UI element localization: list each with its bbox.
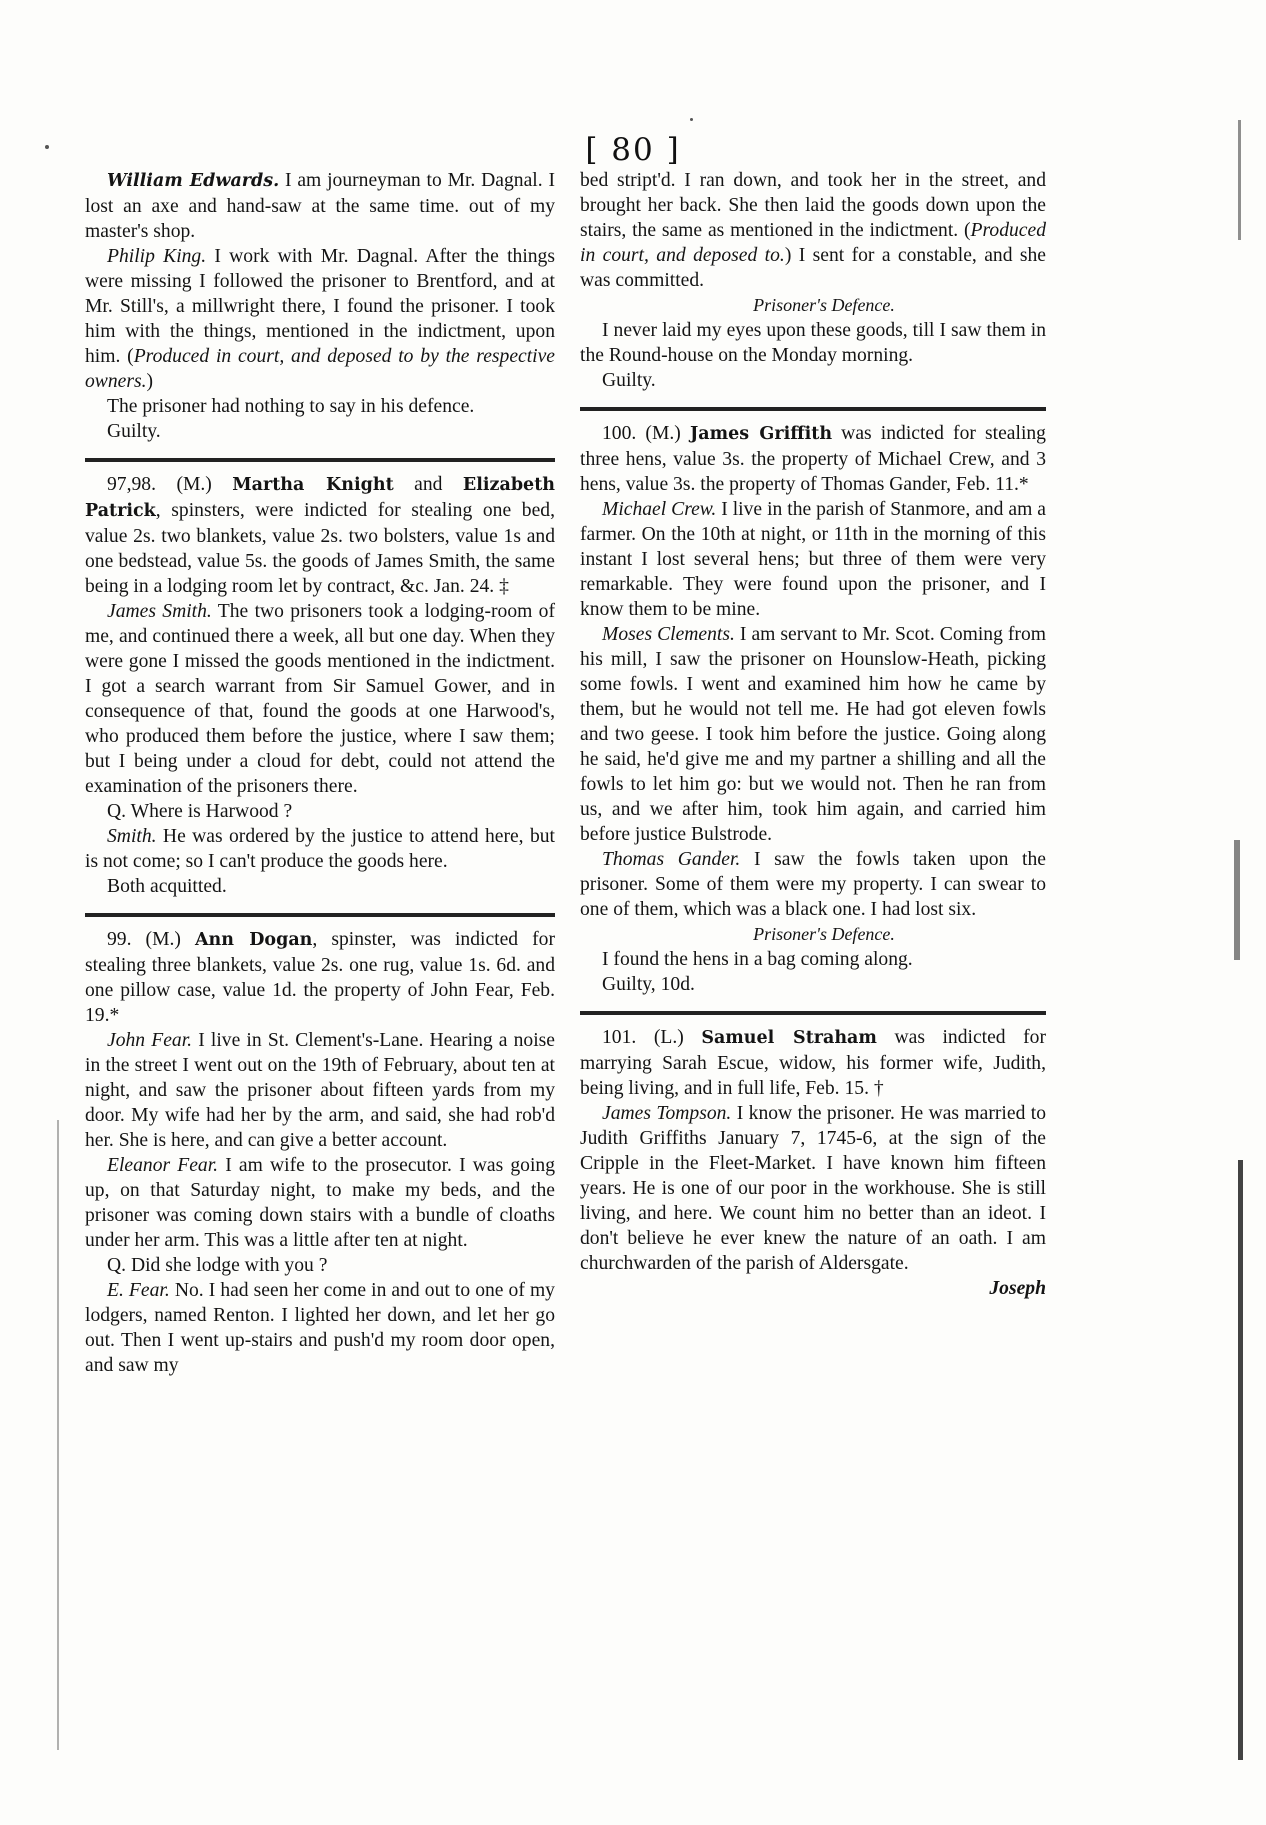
- paren-close: ): [146, 371, 154, 392]
- left-column: [85, 168, 555, 1378]
- witness-name: James Smith.: [107, 601, 212, 622]
- testimony-john-fear: [85, 1028, 555, 1153]
- testimony-text: No. I had seen her come in and out to one of my lodgers, named Renton. I lighted her down, and let her go out. Then I went up-stairs and push'd my room door open, and saw my: [85, 1280, 555, 1376]
- question: Q. Did she lodge with you ?: [107, 1255, 328, 1276]
- defence-heading: Prisoner's Defence.: [753, 924, 895, 944]
- testimony-philip-king: [85, 244, 555, 394]
- scan-speck: [690, 118, 693, 121]
- defendant-name: Martha Knight: [232, 475, 394, 495]
- answer-e-fear: [85, 1278, 555, 1378]
- witness-name: Philip King.: [107, 246, 207, 267]
- case-number: 100. (M.): [602, 423, 690, 444]
- question: Q. Where is Harwood ?: [107, 801, 293, 822]
- witness-name: E. Fear.: [107, 1280, 170, 1301]
- conjunction: and: [393, 474, 463, 495]
- verdict: Guilty.: [602, 370, 656, 391]
- defendant-name: Ann Dogan: [194, 930, 313, 950]
- testimony-text: I know the prisoner. He was married to Judith Griffiths January 7, 1745-6, at the sign of the Cripple in the Fleet-Market. I have known him fifteen years. He is one of our poor in the workhouse. She is still living, and here. We count him no better than an ideot. I don't believe he ever knew the nature of an oath. I am churchwarden of the parish of Aldersgate.: [580, 1103, 1046, 1274]
- case-heading-99: [85, 927, 555, 1028]
- witness-name: Michael Crew.: [602, 499, 717, 520]
- defendant-name: James Griffith: [689, 424, 833, 444]
- case-heading-101: [580, 1025, 1046, 1101]
- defence-text: I found the hens in a bag coming along.: [602, 949, 913, 970]
- defence-heading: Prisoner's Defence.: [753, 295, 895, 315]
- witness-name: John Fear.: [107, 1030, 193, 1051]
- testimony-michael-crew: [580, 497, 1046, 622]
- defendant-name: Elizabeth Patrick: [85, 475, 555, 521]
- court-note: Produced in court, and deposed to.: [580, 220, 1046, 266]
- case-number: 97,98. (M.): [107, 474, 233, 495]
- case-number: 99. (M.): [107, 929, 195, 950]
- testimony-thomas-gander: [580, 847, 1046, 922]
- testimony-moses-clements: [580, 622, 1046, 847]
- indictment-text: was indicted for marrying Sarah Escue, widow, his former wife, Judith, being living, and in full life, Feb. 15. †: [580, 1027, 1046, 1099]
- witness-name: Moses Clements.: [602, 624, 735, 645]
- testimony-james-smith: [85, 599, 555, 799]
- court-note: Produced in court, and deposed to by the respective owners.: [85, 346, 555, 392]
- section-rule: [85, 913, 555, 917]
- verdict: Both acquitted.: [107, 876, 227, 897]
- case-heading-97-98: [85, 472, 555, 599]
- answer-smith: [85, 824, 555, 874]
- testimony-continuation: [580, 168, 1046, 293]
- testimony-text: I am journeyman to Mr. Dagnal. I lost an axe and hand-saw at the same time. out of my master's shop.: [85, 170, 555, 242]
- scan-edge-mark: [1234, 840, 1240, 960]
- defence-text: I never laid my eyes upon these goods, till I saw them in the Round-house on the Monday morning.: [580, 320, 1046, 366]
- scan-edge-mark: [1238, 1160, 1243, 1760]
- catchword: Joseph: [989, 1278, 1046, 1299]
- verdict: Guilty.: [107, 421, 161, 442]
- testimony-text: The two prisoners took a lodging-room of me, and continued there a week, all but one day. When they were gone I missed the goods mentioned in the indictment. I got a search warrant from Sir Samuel Gower, and in consequence of that, found the goods at one Harwood's, who produced them before the justice, where I saw them; but I being under a cloud for debt, could not attend the examination of the prisoners there.: [85, 601, 555, 797]
- section-rule: [580, 1011, 1046, 1015]
- witness-name: Smith.: [107, 826, 157, 847]
- testimony-text: I live in St. Clement's-Lane. Hearing a noise in the street I went out on the 19th of February, about ten at night, and saw the prisoner about fifteen yards from my door. My wife had her by the arm, and said, she had rob'd her. She is here, and can give a better account.: [85, 1030, 555, 1151]
- scan-edge-mark: [1238, 120, 1241, 240]
- testimony-text: I am wife to the prosecutor. I was going up, on that Saturday night, to make my beds, and the prisoner was coming down stairs with a bundle of cloaths under her arm. This was a little after ten at night.: [85, 1155, 556, 1251]
- defence-note: The prisoner had nothing to say in his defence.: [107, 396, 475, 417]
- testimony-eleanor-fear: [85, 1153, 555, 1253]
- indictment-text: was indicted for stealing three hens, value 3s. the property of Michael Crew, and 3 hens, value 3s. the property of Thomas Gander, Feb. 11.*: [580, 423, 1046, 495]
- scan-speck: [45, 145, 49, 149]
- case-heading-100: [580, 421, 1046, 497]
- testimony-text: I live in the parish of Stanmore, and am a farmer. On the 10th at night, or 11th in the morning of this instant I lost several hens; but three of them were very remarkable. They were found upon the prisoner, and I know them to be mine.: [580, 499, 1046, 620]
- indictment-text: , spinster, was indicted for stealing three blankets, value 2s. one rug, value 1s. 6d. and one pillow case, value 1d. the property of John Fear, Feb. 19.*: [85, 929, 555, 1026]
- page-number: [ 80 ]: [585, 132, 681, 168]
- indictment-text: , spinsters, were indicted for stealing one bed, value 2s. two blankets, value 2s. two bolsters, value 1s and one bedstead, value 5s. the goods of James Smith, the same being in a lodging room let by contract, &c. Jan. 24. ‡: [85, 500, 555, 597]
- testimony-text: bed stript'd. I ran down, and took her in the street, and brought her back. She then laid the goods down upon the stairs, the same as mentioned in the indictment. (: [580, 170, 1046, 241]
- witness-name: Thomas Gander.: [602, 849, 741, 870]
- testimony-text: He was ordered by the justice to attend here, but is not come; so I can't produce the goods here.: [85, 826, 555, 872]
- section-rule: [580, 407, 1046, 411]
- case-number: 101. (L.): [602, 1027, 702, 1048]
- right-column: [580, 168, 1046, 1301]
- testimony-text: ) I sent for a constable, and she was committed.: [580, 245, 1047, 291]
- verdict: Guilty, 10d.: [602, 974, 695, 995]
- testimony-james-tompson: [580, 1101, 1046, 1276]
- testimony-text: I am servant to Mr. Scot. Coming from his mill, I saw the prisoner on Hounslow-Heath, picking some fowls. I went and examined him how he came by them, but he would not tell me. He had got eleven fowls and two geese. I took him before the justice. Going along he said, he'd give me and my partner a shilling and all the fowls to let him go: but we would not. Then he ran from us, and we after him, took him again, and carried him before justice Bulstrode.: [580, 624, 1046, 845]
- section-rule: [85, 458, 555, 462]
- testimony-william-edwards: [85, 168, 555, 244]
- witness-name: James Tompson.: [602, 1103, 732, 1124]
- witness-name: William Edwards.: [107, 171, 280, 191]
- defendant-name: Samuel Straham: [701, 1028, 877, 1048]
- witness-name: Eleanor Fear.: [107, 1155, 219, 1176]
- testimony-text: I saw the fowls taken upon the prisoner. Some of them were my property. I can swear to one of them, which was a black one. I had lost six.: [580, 849, 1046, 920]
- testimony-text: I work with Mr. Dagnal. After the things were missing I followed the prisoner to Brentford, and at Mr. Still's, a millwright there, I found the prisoner. I took him with the things, mentioned in the indictment, upon him. (: [85, 246, 555, 367]
- scan-edge-mark: [57, 1120, 59, 1750]
